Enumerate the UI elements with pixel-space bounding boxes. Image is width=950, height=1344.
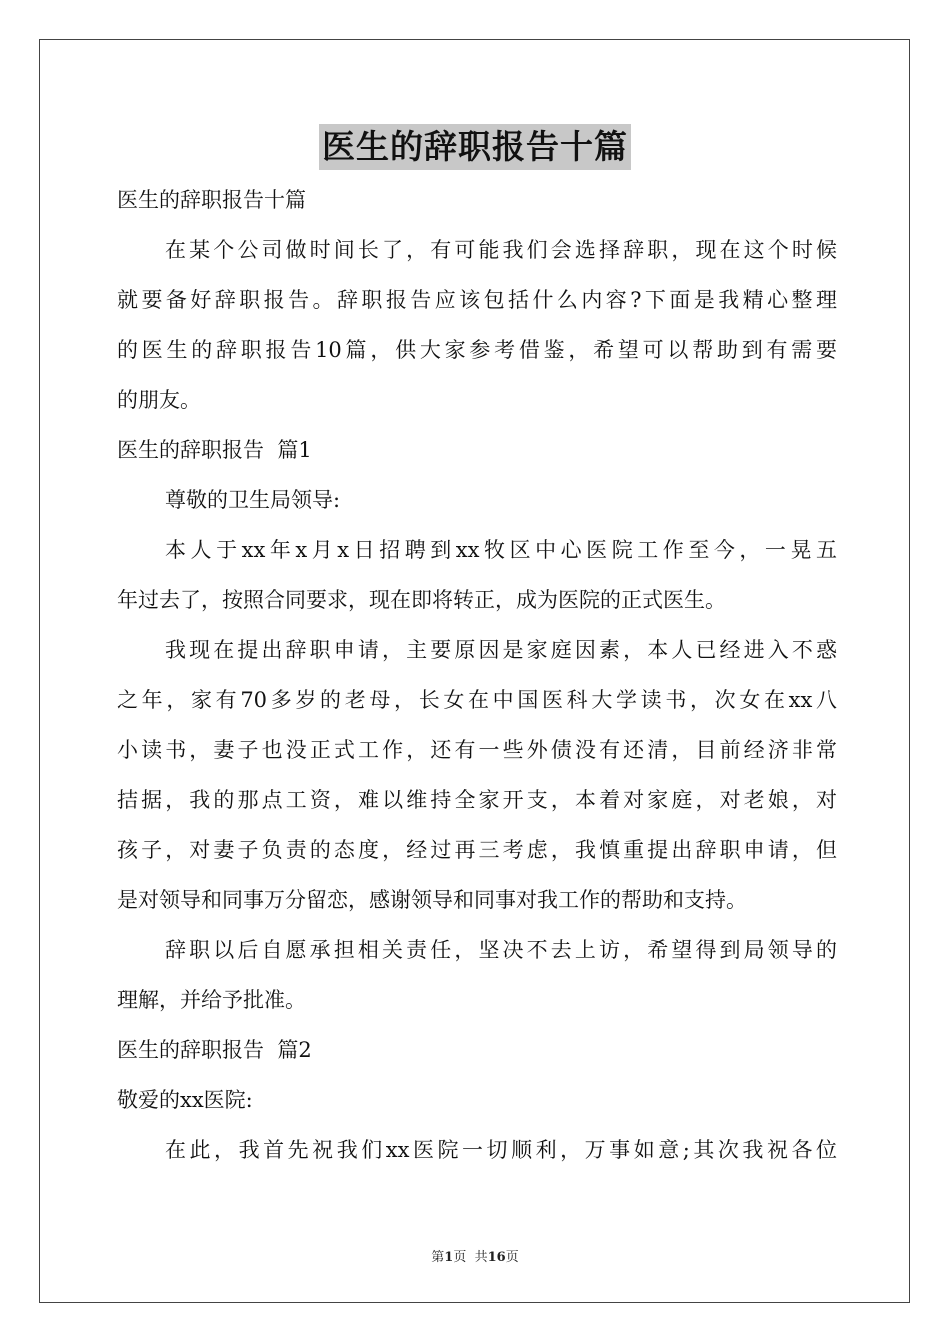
text-line: 是对领导和同事万分留恋，感谢领导和同事对我工作的帮助和支持。 — [117, 888, 747, 912]
text-line: 拮据，我的那点工资，难以维持全家开支，本着对家庭，对老娘，对 — [117, 788, 837, 812]
text-line: 就要备好辞职报告。辞职报告应该包括什么内容?下面是我精心整理 — [117, 288, 837, 312]
footer-mid: 页 共 — [453, 1250, 488, 1265]
text-line: 孩子，对妻子负责的态度，经过再三考虑，我慎重提出辞职申请，但 — [117, 838, 837, 862]
text-line: 在此，我首先祝我们xx医院一切顺利，万事如意;其次我祝各位 — [165, 1138, 837, 1162]
text-line: 的朋友。 — [117, 388, 201, 412]
text-line: 辞职以后自愿承担相关责任，坚决不去上访，希望得到局领导的 — [165, 938, 837, 962]
footer-total-pages: 16 — [487, 1250, 506, 1265]
footer-current-page: 1 — [444, 1250, 454, 1265]
text-line: 医生的辞职报告 篇2 — [117, 1038, 312, 1062]
title-area — [0, 124, 950, 170]
footer-suffix: 页 — [505, 1250, 519, 1265]
page-footer — [0, 1249, 950, 1267]
document-body — [117, 175, 837, 1175]
text-line: 之年，家有70多岁的老母，长女在中国医科大学读书，次女在xx八 — [117, 688, 837, 712]
text-line: 的医生的辞职报告10篇，供大家参考借鉴，希望可以帮助到有需要 — [117, 338, 837, 362]
text-line: 理解，并给予批准。 — [117, 988, 306, 1012]
text-line: 我现在提出辞职申请，主要原因是家庭因素，本人已经进入不惑 — [165, 638, 837, 662]
text-line: 小读书，妻子也没正式工作，还有一些外债没有还清，目前经济非常 — [117, 738, 837, 762]
text-line: 在某个公司做时间长了，有可能我们会选择辞职，现在这个时候 — [165, 238, 837, 262]
document-title: 医生的辞职报告十篇 — [319, 124, 631, 170]
text-line: 医生的辞职报告十篇 — [117, 188, 306, 212]
text-line: 本人于xx年x月x日招聘到xx牧区中心医院工作至今，一晃五 — [165, 538, 837, 562]
footer-prefix: 第 — [431, 1250, 445, 1265]
text-line: 敬爱的xx医院: — [117, 1088, 253, 1112]
text-line: 年过去了，按照合同要求，现在即将转正，成为医院的正式医生。 — [117, 588, 726, 612]
text-line: 医生的辞职报告 篇1 — [117, 438, 312, 462]
text-line: 尊敬的卫生局领导: — [165, 488, 341, 512]
